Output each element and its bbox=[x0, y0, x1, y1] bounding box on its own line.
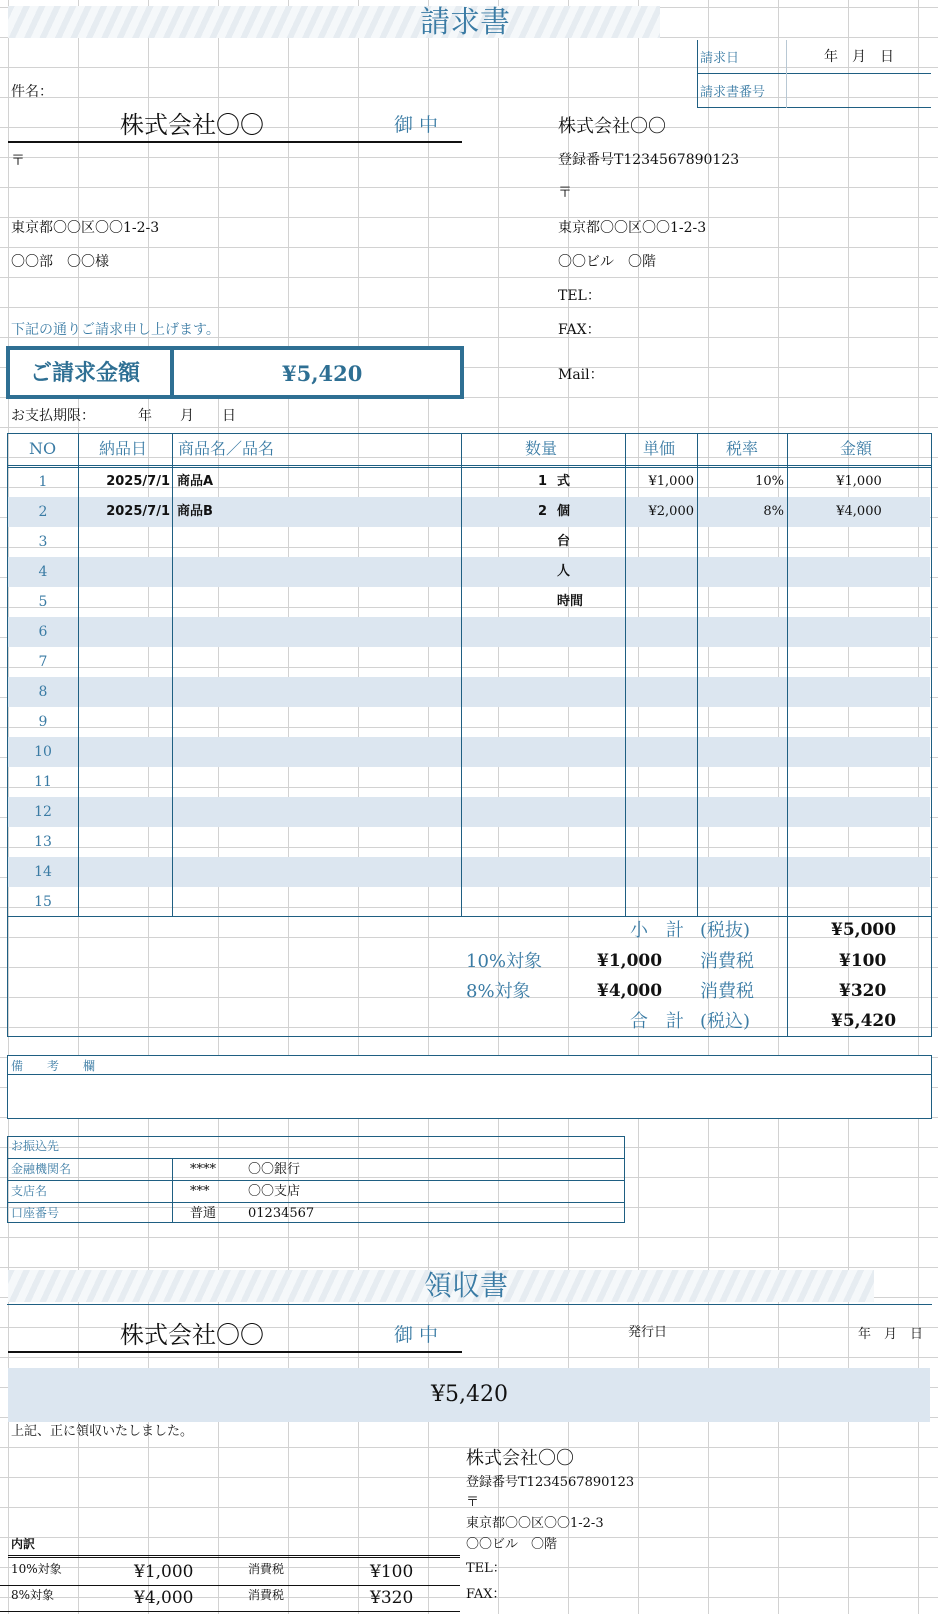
receipt-issuer-address: 東京都〇〇区〇〇1-2-3 bbox=[466, 1516, 604, 1531]
subtotal-label: 小 計 bbox=[630, 920, 684, 941]
cell-amount: ¥4,000 bbox=[836, 504, 882, 519]
header-rate: 税率 bbox=[726, 439, 759, 458]
total-note: (税込) bbox=[700, 1011, 751, 1032]
receipt-client-underline bbox=[8, 1351, 462, 1353]
breakdown-tax: ¥320 bbox=[370, 1588, 414, 1608]
table-row bbox=[0, 767, 938, 797]
table-row bbox=[0, 617, 938, 647]
date-underline bbox=[697, 73, 931, 74]
receipt-amount: ¥5,420 bbox=[431, 1382, 508, 1407]
client-honorific: 御 中 bbox=[394, 114, 439, 136]
receipt-issuer-fax: FAX： bbox=[466, 1587, 506, 1602]
invoice-number-label: 請求書番号 bbox=[700, 85, 766, 100]
cell-rate: 8% bbox=[763, 504, 784, 519]
t10-label: 10%対象 bbox=[466, 951, 543, 972]
issuer-tel: TEL： bbox=[558, 288, 601, 304]
cell-no: 12 bbox=[34, 804, 52, 820]
cell-no: 14 bbox=[34, 864, 52, 880]
breakdown-tax-label: 消費税 bbox=[248, 1562, 285, 1576]
issuer-mail: Mail： bbox=[558, 367, 604, 383]
receipt-issuer-postal: 〒 bbox=[466, 1495, 480, 1510]
bank-value: 〇〇銀行 bbox=[248, 1162, 301, 1177]
date-box-mid bbox=[786, 40, 787, 108]
header-date: 納品日 bbox=[99, 439, 148, 458]
t8-label: 8%対象 bbox=[466, 981, 531, 1002]
subject-label: 件名： bbox=[11, 84, 53, 100]
receipt-honorific: 御 中 bbox=[394, 1324, 439, 1346]
client-person: 〇〇部 〇〇様 bbox=[11, 254, 109, 270]
cell-unit: 台 bbox=[557, 534, 571, 549]
client-name: 株式会社〇〇 bbox=[120, 111, 264, 139]
cell-unit: 人 bbox=[557, 564, 571, 579]
bank-value: 〇〇支店 bbox=[248, 1184, 301, 1199]
bank-code: 普通 bbox=[190, 1206, 217, 1221]
cell-unit: 時間 bbox=[557, 594, 584, 609]
client-name-underline bbox=[8, 141, 462, 143]
receipt-issue-label: 発行日 bbox=[628, 1325, 668, 1340]
client-address: 東京都〇〇区〇〇1-2-3 bbox=[11, 220, 160, 236]
breakdown-value: ¥4,000 bbox=[134, 1588, 194, 1608]
cell-no: 13 bbox=[34, 834, 52, 850]
cell-no: 15 bbox=[34, 894, 52, 910]
bank-label: 口座番号 bbox=[11, 1206, 60, 1220]
amount-value: ¥5,420 bbox=[282, 361, 363, 386]
remarks-rule bbox=[7, 1074, 932, 1075]
issuer-name: 株式会社〇〇 bbox=[558, 116, 666, 137]
amount-box-divider bbox=[170, 346, 174, 399]
cell-no: 6 bbox=[38, 624, 48, 640]
bank-title: お振込先 bbox=[11, 1139, 60, 1153]
bank-row bbox=[0, 1158, 630, 1180]
t10-tax-label: 消費税 bbox=[700, 951, 754, 972]
table-row bbox=[0, 857, 938, 887]
totals-col-line bbox=[787, 916, 788, 1037]
issuer-fax: FAX： bbox=[558, 322, 601, 338]
remarks-label: 備 考 欄 bbox=[11, 1059, 96, 1073]
table-row bbox=[0, 527, 938, 557]
invoice-date-label: 請求日 bbox=[700, 51, 740, 66]
cell-date: 2025/7/1 bbox=[106, 474, 170, 489]
table-row bbox=[0, 647, 938, 677]
table-row bbox=[0, 707, 938, 737]
cell-price: ¥2,000 bbox=[648, 504, 694, 519]
cell-no: 1 bbox=[38, 474, 48, 490]
cell-unit: 式 bbox=[557, 474, 571, 489]
cell-no: 5 bbox=[38, 594, 48, 610]
cell-item: 商品A bbox=[177, 474, 214, 489]
breakdown-label: 10%対象 bbox=[11, 1562, 62, 1576]
remarks-box bbox=[7, 1055, 932, 1119]
receipt-title-rule bbox=[7, 1304, 932, 1305]
due-label: お支払期限： bbox=[11, 408, 95, 424]
issuer-address: 東京都〇〇区〇〇1-2-3 bbox=[558, 220, 707, 236]
cell-no: 3 bbox=[38, 534, 48, 550]
breakdown-value: ¥1,000 bbox=[134, 1562, 194, 1582]
bank-row bbox=[0, 1202, 630, 1224]
bank-row bbox=[0, 1180, 630, 1202]
cell-rate: 10% bbox=[755, 474, 784, 489]
totals-box bbox=[7, 916, 932, 1037]
intro-text: 下記の通りご請求申し上げます。 bbox=[11, 322, 220, 338]
cell-qty: 1 bbox=[537, 474, 547, 489]
invoice-date-value: 年 月 日 bbox=[824, 49, 894, 65]
total-label: 合 計 bbox=[630, 1011, 684, 1032]
header-item: 商品名／品名 bbox=[178, 439, 275, 458]
subtotal-value: ¥5,000 bbox=[831, 920, 897, 940]
bank-code: *** bbox=[190, 1184, 210, 1199]
cell-unit: 個 bbox=[557, 504, 571, 519]
due-value: 年 月 日 bbox=[138, 408, 236, 424]
receipt-title: 領収書 bbox=[424, 1269, 509, 1302]
cell-no: 7 bbox=[38, 654, 48, 670]
number-underline bbox=[697, 107, 931, 108]
t10-value: ¥1,000 bbox=[597, 951, 663, 971]
cell-amount: ¥1,000 bbox=[836, 474, 882, 489]
cell-price: ¥1,000 bbox=[648, 474, 694, 489]
receipt-statement: 上記、正に領収いたしました。 bbox=[11, 1424, 194, 1439]
table-row bbox=[0, 827, 938, 857]
t8-value: ¥4,000 bbox=[597, 981, 663, 1001]
receipt-issuer-registration: 登録番号T1234567890123 bbox=[466, 1475, 635, 1490]
table-row bbox=[0, 587, 938, 617]
date-box-left bbox=[697, 40, 698, 108]
header-qty: 数量 bbox=[525, 439, 558, 458]
breakdown-label: 8%対象 bbox=[11, 1588, 55, 1602]
subtotal-note: (税抜) bbox=[700, 920, 751, 941]
breakdown-row bbox=[0, 1585, 460, 1612]
cell-qty: 2 bbox=[537, 504, 547, 519]
cell-date: 2025/7/1 bbox=[106, 504, 170, 519]
cell-no: 4 bbox=[38, 564, 48, 580]
breakdown-rule bbox=[8, 1555, 460, 1558]
receipt-issuer-tel: TEL： bbox=[466, 1561, 506, 1576]
cell-no: 2 bbox=[38, 504, 48, 520]
cell-no: 8 bbox=[38, 684, 48, 700]
issuer-building: 〇〇ビル 〇階 bbox=[558, 254, 656, 270]
total-value: ¥5,420 bbox=[831, 1011, 897, 1031]
table-row bbox=[0, 677, 938, 707]
header-price: 単価 bbox=[643, 439, 676, 458]
bank-code: **** bbox=[190, 1162, 216, 1177]
receipt-issue-value: 年 月 日 bbox=[858, 1327, 924, 1342]
cell-no: 10 bbox=[34, 744, 52, 760]
issuer-postal: 〒 bbox=[558, 185, 572, 201]
bank-col-line bbox=[172, 1158, 173, 1223]
bank-label: 金融機関名 bbox=[11, 1162, 72, 1176]
breakdown-title: 内訳 bbox=[11, 1537, 36, 1551]
receipt-issuer-building: 〇〇ビル 〇階 bbox=[466, 1537, 558, 1552]
header-no: NO bbox=[29, 439, 57, 458]
header-amount: 金額 bbox=[840, 439, 873, 458]
cell-no: 11 bbox=[34, 774, 52, 790]
t8-tax-label: 消費税 bbox=[700, 981, 754, 1002]
bank-value: 01234567 bbox=[248, 1206, 315, 1221]
receipt-issuer-name: 株式会社〇〇 bbox=[466, 1448, 574, 1469]
amount-label: ご請求金額 bbox=[30, 360, 141, 386]
breakdown-row bbox=[0, 1559, 460, 1586]
client-postal: 〒 bbox=[11, 153, 25, 169]
table-row bbox=[0, 887, 938, 917]
table-row bbox=[0, 467, 938, 497]
cell-no: 9 bbox=[38, 714, 48, 730]
breakdown-tax: ¥100 bbox=[370, 1562, 414, 1582]
t8-tax: ¥320 bbox=[839, 981, 887, 1001]
table-row bbox=[0, 797, 938, 827]
t10-tax: ¥100 bbox=[839, 951, 887, 971]
issuer-registration: 登録番号T1234567890123 bbox=[558, 152, 740, 168]
table-row bbox=[0, 497, 938, 527]
invoice-title-banner bbox=[8, 6, 660, 38]
table-row bbox=[0, 557, 938, 587]
bank-label: 支店名 bbox=[11, 1184, 48, 1198]
invoice-title: 請求書 bbox=[420, 5, 510, 40]
cell-item: 商品B bbox=[177, 504, 213, 519]
receipt-client-name: 株式会社〇〇 bbox=[120, 1321, 264, 1349]
table-row bbox=[0, 737, 938, 767]
breakdown-tax-label: 消費税 bbox=[248, 1588, 285, 1602]
